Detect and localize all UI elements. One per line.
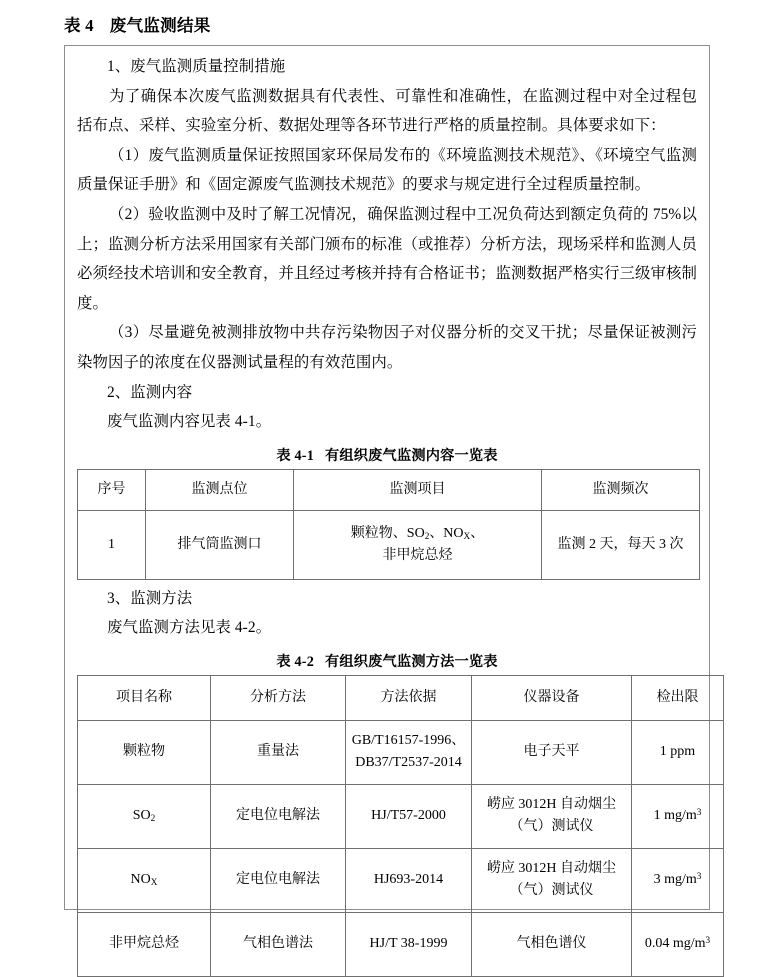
name-subscript: 2 <box>150 813 156 824</box>
table-4-2-cell-method: 定电位电解法 <box>211 848 346 912</box>
name-text: SO <box>132 808 151 824</box>
table-4-1-caption-title: 有组织废气监测内容一览表 <box>325 447 498 464</box>
limit-value: 1 ppm <box>659 744 696 760</box>
table-4-2-cell-detection-limit <box>632 912 724 976</box>
name-text: NO <box>130 872 151 888</box>
table-4-2-cell-method: 定电位电解法 <box>211 784 346 848</box>
table-4-2-caption <box>77 651 697 671</box>
page-title-label: 表 4 <box>64 16 94 35</box>
basis-line-1: HJ693-2014 <box>373 872 444 888</box>
content-frame <box>64 45 711 952</box>
section-1-paragraph-1: 为了确保本次废气监测数据具有代表性、可靠性和准确性，在监测过程中对全过程包括布点、采样、实验室分析、数据处理等各环节进行严格的质量控制。具体要求如下： <box>77 87 697 135</box>
table-4-2-cell-method: 重量法 <box>211 720 346 784</box>
table-4-1-caption <box>77 445 697 465</box>
page-title <box>64 12 211 36</box>
items-text-line2: 非甲烷总烃 <box>382 547 453 563</box>
limit-superscript: 3 <box>696 871 702 882</box>
table-4-2-cell-detection-limit <box>632 848 724 912</box>
table-row <box>78 848 724 912</box>
name-text: 颗粒物 <box>123 744 165 760</box>
section-1-title: 1、废气监测质量控制措施 <box>107 58 286 75</box>
section-2-paragraph-1: 废气监测内容见表 4-1。 <box>107 413 272 431</box>
section-3-title: 3、监测方法 <box>107 589 193 607</box>
limit-superscript: 3 <box>705 935 711 946</box>
table-4-2-cell-name <box>78 720 211 784</box>
table-4-2-cell-equipment <box>472 720 632 784</box>
table-row <box>78 784 724 848</box>
table-4-2-cell-method: 气相色谱法 <box>211 912 346 976</box>
table-4-2-caption-label: 表 4-2 <box>276 653 314 670</box>
basis-line-1: HJ/T57-2000 <box>371 808 446 824</box>
table-4-1-header-cell: 序号 <box>78 469 146 510</box>
subscript-x: X <box>463 530 471 541</box>
equipment-line-1: 崂应 3012H 自动烟尘 <box>486 797 617 813</box>
items-text-post: 、 <box>470 525 485 541</box>
table-4-2-cell-basis <box>346 848 472 912</box>
table-4-2-cell-basis <box>346 784 472 848</box>
limit-superscript: 3 <box>696 807 702 818</box>
items-text-pre: 颗粒物、SO <box>350 525 425 541</box>
name-text: 非甲烷总烃 <box>109 936 179 952</box>
table-4-1-cell-no: 1 <box>78 510 146 579</box>
limit-value: 1 mg/m <box>653 808 697 824</box>
table-4-2-cell-detection-limit <box>632 784 724 848</box>
section-2-title: 2、监测内容 <box>107 383 193 401</box>
table-4-2-cell-basis <box>346 912 472 976</box>
table-4-1-header-cell: 监测点位 <box>146 469 294 510</box>
table-4-1-header-cell: 监测频次 <box>542 469 700 510</box>
items-text-mid: 、NO <box>429 525 464 541</box>
subscript-2: 2 <box>424 530 430 541</box>
table-4-1 <box>77 469 700 580</box>
table-4-2-cell-name <box>78 912 211 976</box>
table-row <box>78 720 724 784</box>
equipment-line-1: 气相色谱仪 <box>516 936 587 952</box>
table-4-2-cell-name <box>78 784 211 848</box>
basis-line-1: HJ/T 38-1999 <box>369 936 448 952</box>
table-4-2-cell-equipment <box>472 784 632 848</box>
table-4-2-cell-equipment <box>472 848 632 912</box>
equipment-line-1: 崂应 3012H 自动烟尘 <box>486 861 617 877</box>
limit-value: 0.04 mg/m <box>644 936 706 952</box>
table-4-2-header-cell: 方法依据 <box>346 675 472 720</box>
limit-value: 3 mg/m <box>653 872 697 888</box>
section-1-paragraph-2: （1）废气监测质量保证按照国家环保局发布的《环境监测技术规范》、《环境空气监测质量保证手册》和《固定源废气监测技术规范》的要求与规定进行全过程质量控制。 <box>77 146 697 194</box>
basis-line-1: GB/T16157-1996、 <box>351 733 466 749</box>
equipment-line-2: （气）测试仪 <box>509 883 594 899</box>
table-4-2-header-cell: 分析方法 <box>211 675 346 720</box>
table-4-2-header-cell: 项目名称 <box>78 675 211 720</box>
table-4-2 <box>77 675 724 977</box>
equipment-line-2: （气）测试仪 <box>509 819 594 835</box>
table-4-2-cell-equipment <box>472 912 632 976</box>
table-4-2-cell-name <box>78 848 211 912</box>
table-row <box>78 912 724 976</box>
table-4-2-header-cell: 检出限 <box>632 675 724 720</box>
equipment-line-1: 电子天平 <box>523 744 580 760</box>
page-title-text: 废气监测结果 <box>109 16 211 35</box>
table-4-1-cell-point: 排气筒监测口 <box>146 510 294 579</box>
name-subscript: X <box>150 877 158 888</box>
table-4-2-caption-title: 有组织废气监测方法一览表 <box>325 653 498 670</box>
table-4-2-header-row <box>78 675 724 720</box>
section-1-paragraph-4: （3）尽量避免被测排放物中共存污染物因子对仪器分析的交叉干扰；尽量保证被测污染物因子的浓度在仪器测试量程的有效范围内。 <box>77 324 697 371</box>
table-row <box>78 510 700 579</box>
table-4-2-header-cell: 仪器设备 <box>472 675 632 720</box>
table-4-2-cell-detection-limit <box>632 720 724 784</box>
table-4-2-cell-basis <box>346 720 472 784</box>
section-1-paragraph-3: （2）验收监测中及时了解工况情况，确保监测过程中工况负荷达到额定负荷的 75%以上；监测分析方法采用国家有关部门颁布的标准（或推荐）分析方法，现场采样和监测人员必须经技术培训和安全教育，并且经过考核并持有合格证书；监测数据严格实行三级审核制度。 <box>77 205 697 312</box>
table-4-1-header-cell: 监测项目 <box>294 469 542 510</box>
table-4-1-cell-frequency: 监测 2 天，每天 3 次 <box>542 510 700 579</box>
table-4-1-caption-label: 表 4-1 <box>276 447 314 464</box>
basis-line-2: DB37/T2537-2014 <box>355 755 462 771</box>
table-4-1-cell-items <box>294 510 542 579</box>
section-3-paragraph-1: 废气监测方法见表 4-2。 <box>107 619 272 637</box>
table-4-1-header-row <box>78 469 700 510</box>
